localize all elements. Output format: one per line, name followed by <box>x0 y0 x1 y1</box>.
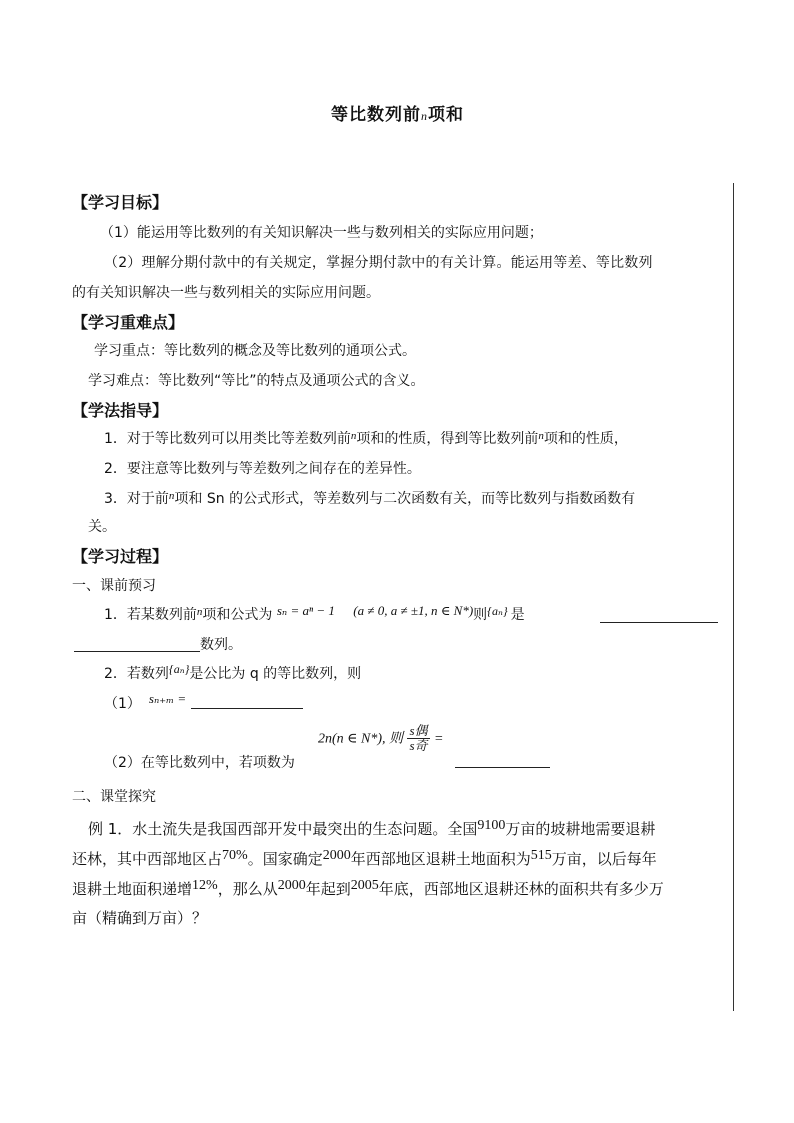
example-1-value-end-year: 2005 <box>350 878 379 893</box>
question-2-1-formula: sₙ₊ₘ = <box>148 691 187 706</box>
question-2-2-formula-block <box>318 724 443 753</box>
example-1-line-2-d: 万亩，以后每年 <box>551 850 657 868</box>
example-1-value-start-year: 2000 <box>322 848 351 863</box>
question-2-2-fraction <box>407 724 429 753</box>
method-item-1-b: 项和的性质，得到等比数列前 <box>356 431 539 447</box>
keypoints-heading: 【学习重难点】 <box>72 313 185 332</box>
method-item-3-b: 项和 Sn 的公式形式，等差数列与二次函数有关，而等比数列与指数函数有 <box>174 491 636 507</box>
question-2-a: 2．若数列 <box>104 666 169 682</box>
example-1-line-2-c: 年西部地区退耕土地面积为 <box>350 850 531 868</box>
question-1 <box>104 604 525 624</box>
question-2-1-blank[interactable] <box>191 708 303 709</box>
question-2-1-label: （1） <box>104 696 141 712</box>
goals-heading: 【学习目标】 <box>72 193 169 212</box>
question-1-then: 则 <box>473 607 488 623</box>
question-2-2-formula: 2n(n ∈ N*), 则 <box>318 731 404 747</box>
method-item-1-n1: n <box>350 430 357 442</box>
question-2-1 <box>104 693 186 713</box>
example-1-line-1-b: 万亩的坡耕地需要退耕 <box>505 820 656 838</box>
example-1-line-1 <box>88 818 655 839</box>
question-1-tail: 数列。 <box>200 637 242 653</box>
example-1-line-1-a: 例 1．水土流失是我国西部开发中最突出的生态问题。全国 <box>88 820 478 838</box>
question-1-blank-a[interactable] <box>600 622 718 623</box>
example-1-value-growth: 12% <box>192 878 218 893</box>
example-1-line-2-b: 。国家确定 <box>247 850 323 868</box>
title-n: n <box>421 109 428 123</box>
method-item-3-a: 3．对于前 <box>104 491 169 507</box>
question-1-b: 项和公式为 <box>202 607 273 623</box>
method-item-2: 2．要注意等比数列与等差数列之间存在的差异性。 <box>104 461 421 477</box>
keypoints-focus: 学习重点：等比数列的概念及等比数列的通项公式。 <box>94 343 416 359</box>
example-1-line-3-d: 年底，西部地区退耕还林的面积共有多少万 <box>378 880 664 898</box>
process-heading: 【学习过程】 <box>72 547 169 566</box>
method-heading: 【学法指导】 <box>72 401 169 420</box>
question-2-b: 是公比为 q 的等比数列，则 <box>189 666 362 682</box>
title-prefix: 等比数列前 <box>331 105 421 125</box>
section-2-heading: 二、课堂探究 <box>72 789 156 805</box>
question-1-blank-b[interactable] <box>74 651 200 652</box>
method-item-3-line2: 关。 <box>88 519 116 535</box>
example-1-line-2-a: 还林，其中西部地区占 <box>72 850 223 868</box>
example-1-line-4: 亩（精确到万亩）？ <box>72 909 208 927</box>
question-2-2-blank[interactable] <box>455 767 550 768</box>
method-item-1-c: 项和的性质， <box>543 431 628 447</box>
method-item-1 <box>104 428 628 448</box>
example-1-line-2 <box>72 848 657 869</box>
margin-rule <box>733 183 734 1011</box>
example-1-value-total-area: 9100 <box>477 818 506 833</box>
question-2 <box>104 663 361 683</box>
example-1-line-3-b: ，那么从 <box>217 880 278 898</box>
question-2-2-denominator: s奇 <box>409 738 428 753</box>
example-1-value-initial-area: 515 <box>530 848 552 863</box>
question-1-sequence: {aₙ} <box>487 604 508 618</box>
example-1-value-from-year: 2000 <box>277 878 306 893</box>
title-suffix: 项和 <box>428 105 464 125</box>
question-2-sequence: {aₙ} <box>168 662 190 676</box>
example-1-line-3 <box>72 878 664 899</box>
question-1-is: 是 <box>510 607 525 623</box>
method-item-1-n2: n <box>538 430 544 442</box>
section-1-heading: 一、课前预习 <box>72 578 156 594</box>
example-1-value-west-share: 70% <box>222 848 248 863</box>
question-1-a: 1．若某数列前 <box>104 607 197 623</box>
method-item-1-a: 1．对于等比数列可以用类比等差数列前 <box>104 431 351 447</box>
question-1-condition: (a ≠ 0, a ≠ ±1, n ∈ N*) <box>353 603 474 618</box>
example-1-line-3-c: 年起到 <box>305 880 351 898</box>
question-1-n: n <box>196 606 203 618</box>
example-1-line-3-a: 退耕土地面积递增 <box>72 880 193 898</box>
goals-item-1: （1）能运用等比数列的有关知识解决一些与数列相关的实际应用问题； <box>100 225 543 241</box>
question-1-formula: sₙ = aⁿ − 1 <box>276 603 335 618</box>
goals-item-2-line1: （2）理解分期付款中的有关规定，掌握分期付款中的有关计算。能运用等差、等比数列 <box>104 255 653 271</box>
page-title <box>331 100 464 125</box>
goals-item-2-line2: 的有关知识解决一些与数列相关的实际应用问题。 <box>72 285 380 301</box>
question-2-2-equals: = <box>434 731 444 747</box>
method-item-3 <box>104 488 635 508</box>
keypoints-difficulty: 学习难点：等比数列“等比”的特点及通项公式的含义。 <box>88 373 425 389</box>
method-item-3-n: n <box>168 490 175 502</box>
question-2-2-numerator: s偶 <box>409 723 428 738</box>
question-2-2-label: （2）在等比数列中，若项数为 <box>104 755 295 771</box>
